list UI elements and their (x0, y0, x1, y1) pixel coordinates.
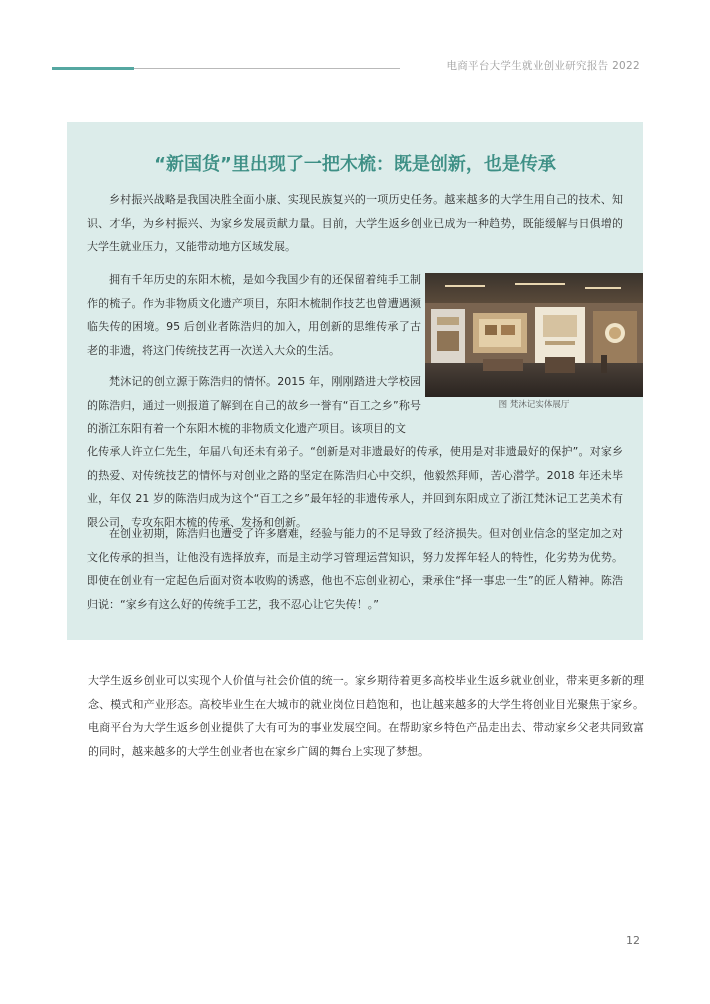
case-paragraph-3-end: 化传承人许立仁先生，年届八旬还未有弟子。“创新是对非遗最好的传承，使用是对非遗最好的保护”。对家乡的热爱、对传统技艺的情怀与对创业之路的坚定在陈浩归心中交织，他毅然拜师，苦心潜学。2018 年还未毕业，年仅 21 岁的陈浩归成为这个“百工之乡”最年轻的非遗传承人，并回到东阳成立了浙江梵沐记工艺美术有限公司，专攻东阳木梳的传承、发扬和创新。 (87, 445, 623, 529)
case-study-title: “新国货”里出现了一把木梳：既是创新，也是传承 (154, 154, 556, 175)
report-title: 电商平台大学生就业创业研究报告 2022 (446, 60, 640, 72)
case-paragraph-4: 在创业初期，陈浩归也遭受了许多磨难，经验与能力的不足导致了经济损失。但对创业信念的坚定加之对文化传承的担当，让他没有选择放弃，而是主动学习管理运营知识，努力发挥年轻人的特性，化劣势为优势。即使在创业有一定起色后面对资本收购的诱惑，他也不忘创业初心，秉承住“择一事忠一生”的匠人精神。陈浩归说：“家乡有这么好的传统手工艺，我不忍心让它失传！。” (87, 527, 623, 611)
showroom-photo (425, 273, 643, 397)
body-paragraph: 大学生返乡创业可以实现个人价值与社会价值的统一。家乡期待着更多高校毕业生返乡就业创业，带来更多新的理念、模式和产业形态。高校毕业生在大城市的就业岗位日趋饱和，也让越来越多的大学生将创业目光聚焦于家乡。电商平台为大学生返乡创业提供了大有可为的事业发展空间。在帮助家乡特色产品走出去、带动家乡父老共同致富的同时，越来越多的大学生创业者也在家乡广阔的舞台上实现了梦想。 (88, 674, 644, 758)
case-paragraph-2: 拥有千年历史的东阳木梳，是如今我国少有的还保留着纯手工制作的梳子。作为非物质文化遗产项目，东阳木梳制作技艺也曾遭遇濒临失传的困境。95 后创业者陈浩归的加入，用创新的思维传承了古老的非遗，将这门传统技艺再一次送入大众的生活。 (87, 273, 421, 357)
case-paragraph-1: 乡村振兴战略是我国决胜全面小康、实现民族复兴的一项历史任务。越来越多的大学生用自己的技术、知识、才华，为乡村振兴、为家乡发展贡献力量。目前，大学生返乡创业已成为一种趋势，既能缓解与日俱增的大学生就业压力，又能带动地方区域发展。 (87, 193, 623, 253)
page-number: 12 (626, 934, 640, 947)
header-accent-bar (52, 67, 134, 70)
photo-caption: 图 梵沐记实体展厅 (498, 400, 570, 410)
case-study-box (67, 122, 643, 640)
case-paragraph-3-start: 梵沐记的创立源于陈浩归的情怀。2015 年，刚刚踏进大学校园的陈浩归，通过一则报道了解到在自己的故乡一誉有“百工之乡”称号的浙江东阳有着一个东阳木梳的非物质文化遗产项目。该项目的文 (87, 375, 421, 435)
